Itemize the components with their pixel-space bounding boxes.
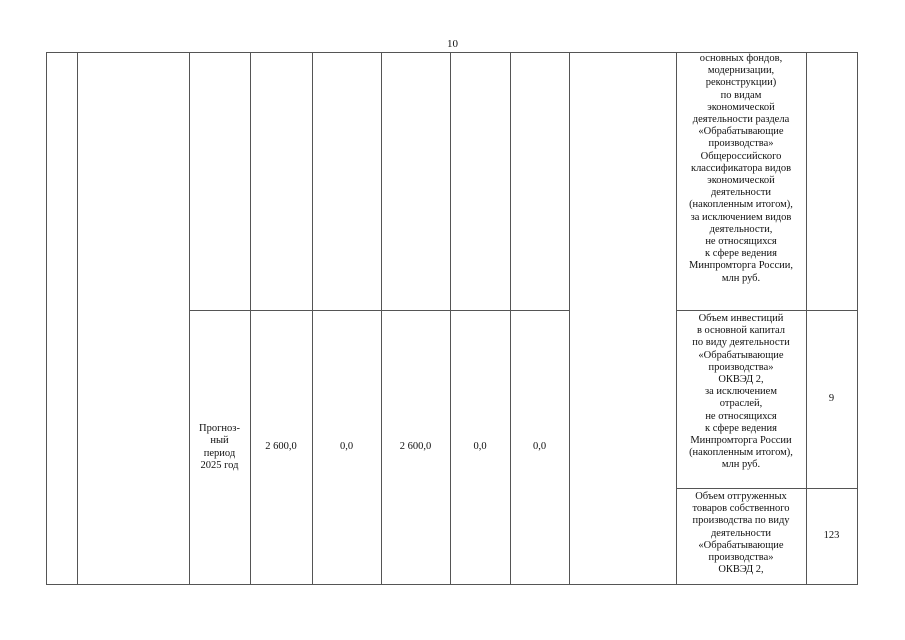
value-cell-extrabudget xyxy=(510,311,569,584)
data-table xyxy=(46,52,858,585)
indicator-3-text: Объем отгруженных товаров собственного производства по виду деятельности «Обрабатывающие производства» ОКВЭД 2, xyxy=(692,491,790,576)
value-local: 0,0 xyxy=(473,441,487,453)
col-line xyxy=(77,52,78,585)
table-bottom-border xyxy=(46,584,858,585)
indicator-2-text: Объем инвестиций в основной капитал по виду деятельности «Обрабатывающие производства» ОКВЭД 2, за исключением отраслей, не относящихся к сфере ведения Минпромторга России (накопленным итогом), млн руб. xyxy=(689,313,793,471)
value-cell-total xyxy=(250,311,312,584)
value-cell-local xyxy=(450,311,510,584)
indicator-2-value-cell xyxy=(806,311,857,488)
page-number: 10 xyxy=(447,38,458,50)
value-regional: 2 600,0 xyxy=(399,441,432,453)
value-extrabudget: 0,0 xyxy=(532,441,547,453)
period-label: Прогноз- ный период 2025 год xyxy=(199,423,240,471)
col-line xyxy=(569,52,570,585)
value-total: 2 600,0 xyxy=(265,441,297,453)
col-line xyxy=(857,52,858,585)
indicator-1-text: основных фондов, модернизации, реконструкции) по видам экономической деятельности раздела «Обрабатывающие производства» Общероссийского классификатора видов экономической деятельности (накопленным итогом), за исключением видов деятельности, не относящихся к сфере ведения Минпромторга России, млн руб. xyxy=(689,53,793,284)
value-cell-federal xyxy=(312,311,381,584)
indicator-3-value: 123 xyxy=(823,530,840,542)
period-cell xyxy=(189,311,250,584)
indicator-3-value-cell xyxy=(806,489,857,584)
col-line xyxy=(46,52,47,585)
value-cell-regional xyxy=(381,311,450,584)
indicator-2-value: 9 xyxy=(828,393,835,405)
value-federal: 0,0 xyxy=(339,441,354,453)
indicator-1-value-cell xyxy=(806,52,857,310)
